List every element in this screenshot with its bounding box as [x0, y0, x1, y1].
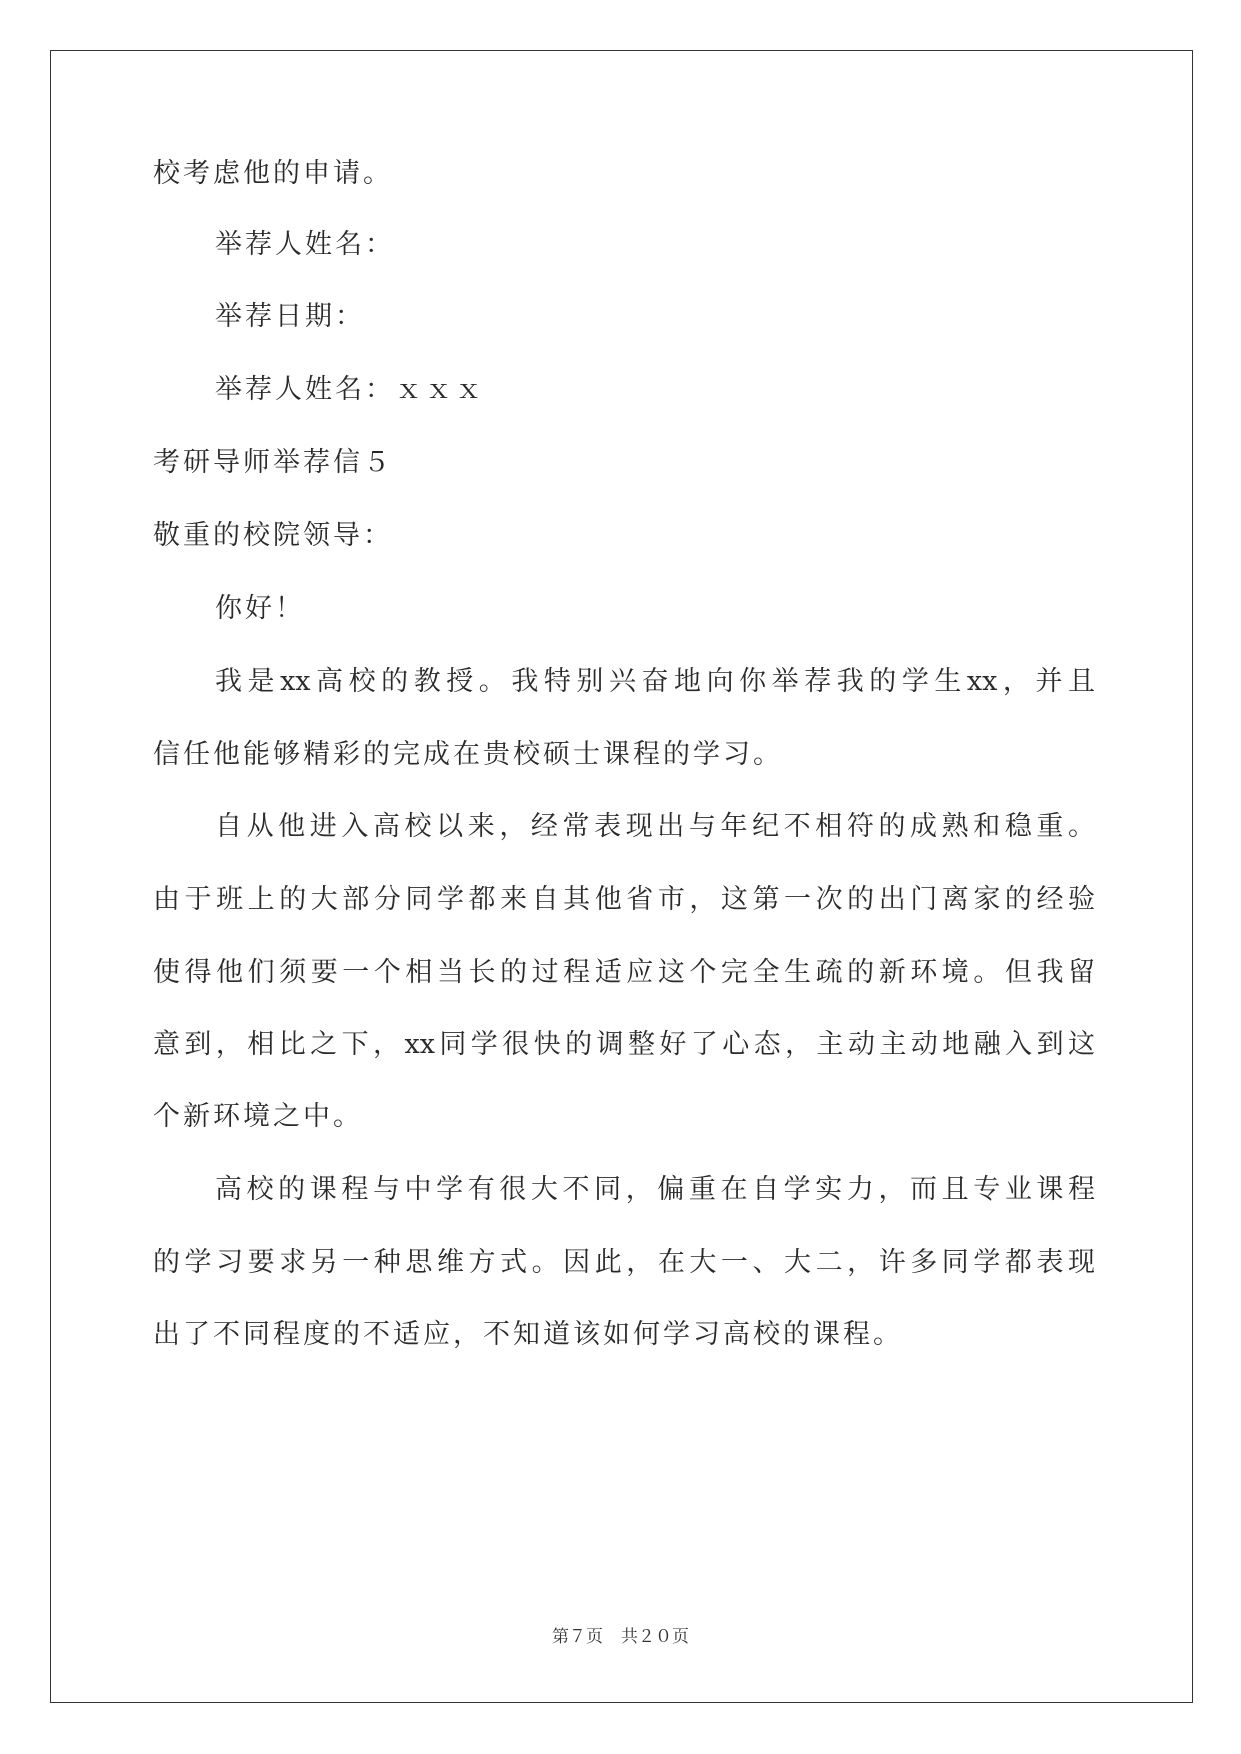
paragraph-line: 意到，相比之下，xx同学很快的调整好了心态，主动主动地融入到这	[153, 1029, 1095, 1060]
paragraph-line: 使得他们须要一个相当长的过程适应这个完全生疏的新环境。但我留	[153, 957, 1095, 988]
section-title: 考研导师举荐信５	[153, 447, 393, 478]
recommend-date-line: 举荐日期：	[215, 301, 365, 332]
page-total: 共２０页	[621, 1627, 689, 1647]
paragraph-line: 我是xx高校的教授。我特别兴奋地向你举荐我的学生xx，并且	[215, 666, 1095, 697]
paragraph-line: 自从他进入高校以来，经常表现出与年纪不相符的成熟和稳重。	[215, 811, 1095, 842]
recommender-name-line: 举荐人姓名：	[215, 229, 395, 260]
paragraph-line: 出了不同程度的不适应，不知道该如何学习高校的课程。	[153, 1319, 903, 1350]
page-footer	[0, 1625, 1241, 1649]
paragraph-line: 的学习要求另一种思维方式。因此，在大一、大二，许多同学都表现	[153, 1247, 1095, 1278]
recommender-name-line: 举荐人姓名：ｘｘｘ	[215, 374, 485, 405]
paragraph-line: 校考虑他的申请。	[153, 158, 393, 189]
greeting: 你好！	[215, 593, 305, 624]
paragraph-line: 个新环境之中。	[153, 1101, 363, 1132]
page-number: 第７页	[552, 1627, 603, 1647]
paragraph-line: 信任他能够精彩的完成在贵校硕士课程的学习。	[153, 739, 783, 770]
paragraph-line: 高校的课程与中学有很大不同，偏重在自学实力，而且专业课程	[215, 1174, 1095, 1205]
paragraph-line: 由于班上的大部分同学都来自其他省市，这第一次的出门离家的经验	[153, 884, 1095, 915]
salutation: 敬重的校院领导：	[153, 520, 393, 551]
